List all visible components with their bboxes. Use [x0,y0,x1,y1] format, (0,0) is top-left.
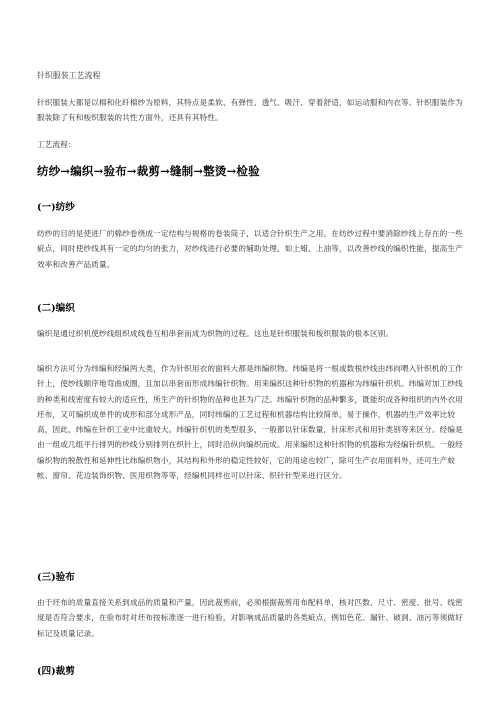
document-title: 针织服装工艺流程 [37,71,101,80]
section-heading-spinning: (一)纺纱 [37,202,75,213]
section-heading-inspection: (三)验布 [37,572,75,583]
section-heading-cutting: (四)裁剪 [37,666,75,677]
section-paragraph-spinning: 纺纱的目的是使进厂的棉纱卷绕成一定结构与规格的卷装筒子，以适合针织生产之用。在纺纱过程中要消除纱线上存在的一些疵点，同时使纱线具有一定的均匀的张力，对纱线进行必要的辅助处理，如上蜡、上油等，以改善纱线的编织性能，提高生产效率和改善产品质量。 [37,229,463,269]
section-paragraph-knitting-1: 编织是通过织机使纱线组织成线卷互相串套而成为织物的过程。这也是针织服装和梭织服装的根本区别。 [37,329,394,338]
process-flow: 纺纱→编织→验布→裁剪→缝制→整烫→检验 [37,164,260,178]
section-paragraph-knitting-2: 编织方法可分为纬编和经编两大类，作为针织用衣的面料大都是纬编织物。纬编是将一根或数根纱线由纬向喂入针织机的工作针上，使纱线顺序地弯曲成圈，且加以串套而形成纬编针织物。用来编织这种针织物的机器称为纬编针织机。纬编对加工纱线的种类和线密度有较大的适应性，所生产的针织物的品种也甚为广泛。纬编针织物的品种繁多，既能织成各种组织的内外衣用坯布，又可编织成单件的成形和部分成形产品，同时纬编的工艺过程和机器结构比较简单，易于操作，机器的生产效率比较高，因此，纬编在针织工业中比重较大。纬编针织机的类型很多，一般都以针床数量，针床形式和用针类别等来区分。经编是由一组或几组平行排列的纱线分别排列在织针上，同时沿纵向编织而成。用来编织这种针织物的机器称为经编针织机。一般经编织物的脱散性和延伸性比纬编织物小，其结构和外形的稳定性较好，它的用途也较广，除可生产衣用面料外，还可生产蚊帐、窗帘、花边装饰织物、医用织物等等，经编机同样也可以针床、织针针型来进行区分。 [37,364,463,481]
process-label: 工艺流程： [37,140,76,149]
intro-paragraph: 针织服装大都是以棉和化纤棉纱为原料，其特点是柔软、有弹性、透气、吸汗、穿着舒适，如运动服和内衣等。针织服装作为服装除了有和梭织服装的共性方面外，还具有其特性。 [37,98,463,123]
section-paragraph-inspection: 由于坯布的质量直接关系到成品的质量和产量，因此裁剪前，必须根据裁剪用布配料单，核对匹数、尺寸、密度、批号、线密度是否符合要求，在验布时对坯布按标准逐一进行检验，对影响成品质量的各类疵点，例如色花、漏针、破洞、油污等须做好标记及质量记录。 [37,598,463,638]
section-heading-knitting: (二)编织 [37,303,75,314]
